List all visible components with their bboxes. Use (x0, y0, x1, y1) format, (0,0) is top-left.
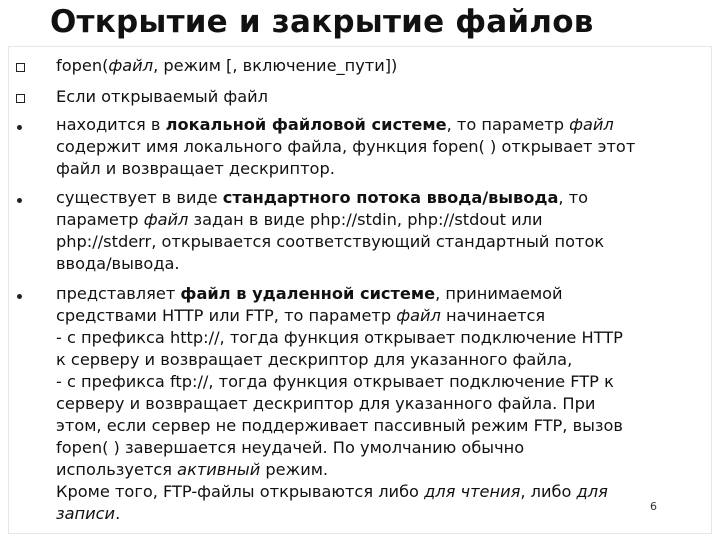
text-line: параметр файл задан в виде php://stdin, php://stdout или (56, 210, 543, 229)
text-line: находится в локальной файловой системе, то параметр файл (56, 115, 614, 134)
dot-bullet-icon (17, 294, 22, 299)
square-bullet-icon (16, 94, 25, 103)
dot-bullet-icon (17, 198, 22, 203)
text-line: существует в виде стандартного потока ввода/вывода, то (56, 188, 589, 207)
dot-bullet-icon (17, 125, 22, 130)
list-item-text: Если открываемый файл (56, 87, 269, 106)
page-number: 6 (650, 500, 657, 513)
list-item-text: представляет файл в удаленной системе, принимаемой средствами HTTP или FTP, то параметр файл начинается - с префикса http://, тогда функция открывает подключение HTTP к серверу и возвращает дескриптор для указанного файла, - с префикса ftp://, тогда функция открывает подключение FTP к серверу и возвращает дескриптор для указанного файла. При этом, если сервер не поддерживает пассивный режим FTP, вызов fopen( ) завершается неудачей. По умолчанию обычно используется активный режим. Кроме того, FTP-файлы открываются либо для чтения, либо для записи. (56, 283, 692, 525)
slide-title: Открытие и закрытие файлов (50, 4, 594, 40)
list-item-text: находится в локальной файловой системе, то параметр файл содержит имя локального файла, функция fopen( ) открывает этот файл и возвращает дескриптор. (56, 114, 692, 180)
text-line: записи. (56, 504, 121, 523)
text-line: используется активный режим. (56, 460, 329, 479)
text-line: Кроме того, FTP-файлы открываются либо для чтения, либо для (56, 482, 608, 501)
list-item-text: существует в виде стандартного потока ввода/вывода, то параметр файл задан в виде php://stdin, php://stdout или php://stderr, открывается соответствующий стандартный поток ввода/вывода. (56, 187, 692, 275)
text-line: представляет файл в удаленной системе, принимаемой (56, 284, 563, 303)
square-bullet-icon (16, 63, 25, 72)
text-line: средствами HTTP или FTP, то параметр файл начинается (56, 306, 546, 325)
list-item-text (56, 55, 692, 77)
text-line: fopen(файл, режим [, включение_пути]) (56, 56, 398, 75)
